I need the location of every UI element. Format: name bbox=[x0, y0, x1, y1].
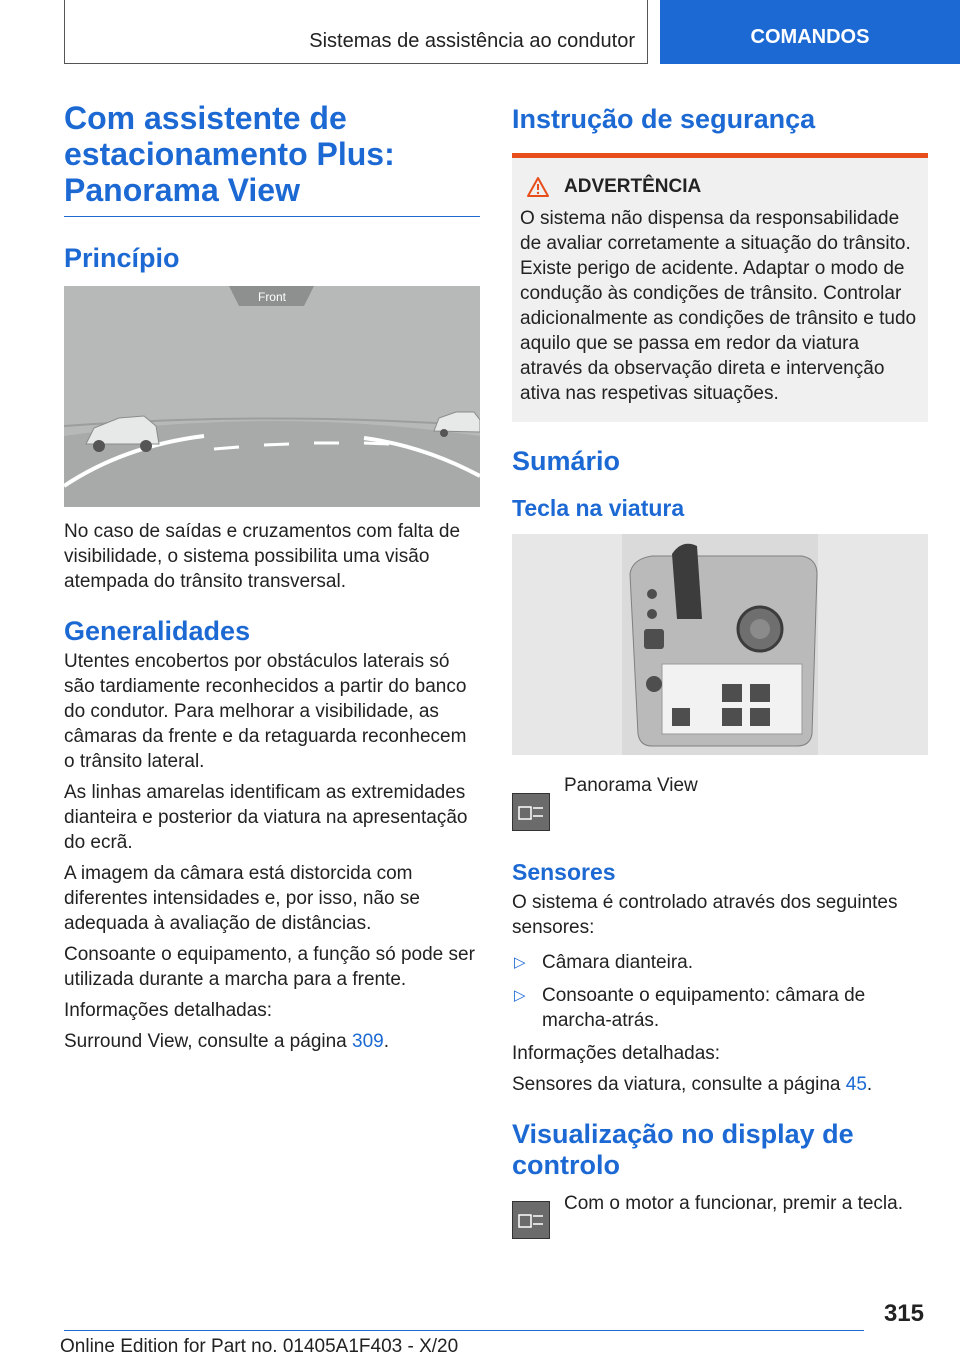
sensors-heading: Sensores bbox=[512, 859, 616, 885]
panorama-view-button-icon bbox=[512, 1201, 550, 1239]
display-key-row bbox=[512, 1191, 928, 1239]
general-paragraph: Utentes encobertos por obstáculos laterais só são tardiamente reconhecidos a partir do banco do condutor. Para melhorar a visibilidade, as câmaras da frente e da retaguarda reconhecem o trânsito lateral. bbox=[64, 651, 467, 772]
footer-divider bbox=[64, 1330, 864, 1331]
sensor-item-text: Câmara dianteira. bbox=[542, 952, 694, 973]
center-console-illustration bbox=[512, 534, 928, 755]
page-link-309[interactable]: 309 bbox=[352, 1031, 384, 1052]
sensor-item-text: Consoante o equipamento: câmara de marcha-atrás. bbox=[542, 985, 866, 1031]
right-column bbox=[512, 100, 928, 1239]
warning-title: ADVERTÊNCIA bbox=[564, 176, 702, 197]
warning-title-row bbox=[520, 176, 920, 198]
summary-heading: Sumário bbox=[512, 446, 621, 476]
header-chapter-label: COMANDOS bbox=[750, 25, 870, 48]
camera-screen-icon bbox=[513, 1202, 549, 1238]
sensors-list bbox=[512, 950, 928, 1033]
reference-end: . bbox=[866, 1074, 873, 1095]
header-chapter-tab bbox=[660, 0, 960, 64]
page-link-45[interactable]: 45 bbox=[845, 1074, 867, 1095]
reference-end: . bbox=[383, 1031, 389, 1052]
general-paragraph: A imagem da câmara está distorcida com diferentes intensidades e, por isso, não se adequada à avaliação de distâncias. bbox=[64, 863, 420, 934]
bullet-triangle-icon: ▷ bbox=[514, 987, 526, 1004]
warning-box bbox=[512, 153, 928, 422]
reference-text: Surround View, consulte a página bbox=[64, 1031, 353, 1052]
bullet-triangle-icon: ▷ bbox=[514, 954, 526, 971]
panorama-view-key-row bbox=[512, 773, 928, 831]
surround-view-reference bbox=[64, 1029, 480, 1054]
page-title: Com assistente de estacionamento Plus: Panorama View bbox=[64, 100, 480, 217]
footer-edition: Online Edition for Part no. 01405A1F403 - X/20 bbox=[60, 1336, 459, 1357]
sensors-info-label: Informações detalhadas: bbox=[512, 1043, 721, 1064]
page-number: 315 bbox=[883, 1300, 924, 1327]
list-item bbox=[512, 950, 928, 975]
reference-text: Sensores da viatura, consulte a página bbox=[512, 1074, 846, 1095]
panorama-view-button-icon bbox=[512, 793, 550, 831]
sensors-intro: O sistema é controlado através dos seguintes sensores: bbox=[512, 892, 898, 938]
general-heading: Generalidades bbox=[64, 616, 251, 646]
warning-text: O sistema não dispensa da responsabilidade de avaliar corretamente a situação do trânsito. Existe perigo de acidente. Adaptar o modo de condução às condições de trânsito. Controlar adicionalmente as condições de trânsito e tudo aquilo que se passa em redor da viatura através da observação direta e intervenção ativa nas respetivas situações. bbox=[520, 208, 917, 404]
principle-text: No caso de saídas e cruzamentos com falta de visibilidade, o sistema possibilita uma visão atempada do trânsito transversal. bbox=[64, 521, 461, 592]
principle-heading: Princípio bbox=[64, 243, 180, 273]
display-heading: Visualização no display de controlo bbox=[512, 1119, 854, 1180]
camera-screen-icon bbox=[513, 794, 549, 830]
safety-heading: Instrução de segurança bbox=[512, 104, 816, 134]
general-paragraph: Consoante o equipamento, a função só pode ser utilizada durante a marcha para a frente. bbox=[64, 944, 475, 990]
display-text: Com o motor a funcionar, premir a tecla. bbox=[564, 1193, 903, 1214]
warning-triangle-icon bbox=[526, 176, 550, 198]
header-section-title: Sistemas de assistência ao condutor bbox=[309, 30, 635, 52]
list-item bbox=[512, 983, 928, 1033]
general-paragraph: Informações detalhadas: bbox=[64, 1000, 273, 1021]
header-section-box bbox=[64, 0, 648, 64]
sensors-reference bbox=[512, 1072, 928, 1097]
left-column bbox=[64, 100, 480, 1054]
general-paragraph: As linhas amarelas identificam as extremidades dianteira e posterior da viatura na apresentação do ecrã. bbox=[64, 782, 468, 853]
key-heading: Tecla na viatura bbox=[512, 495, 685, 521]
panorama-view-key-label: Panorama View bbox=[564, 775, 698, 796]
front-label: Front bbox=[257, 290, 287, 304]
camera-view-illustration bbox=[64, 286, 480, 507]
